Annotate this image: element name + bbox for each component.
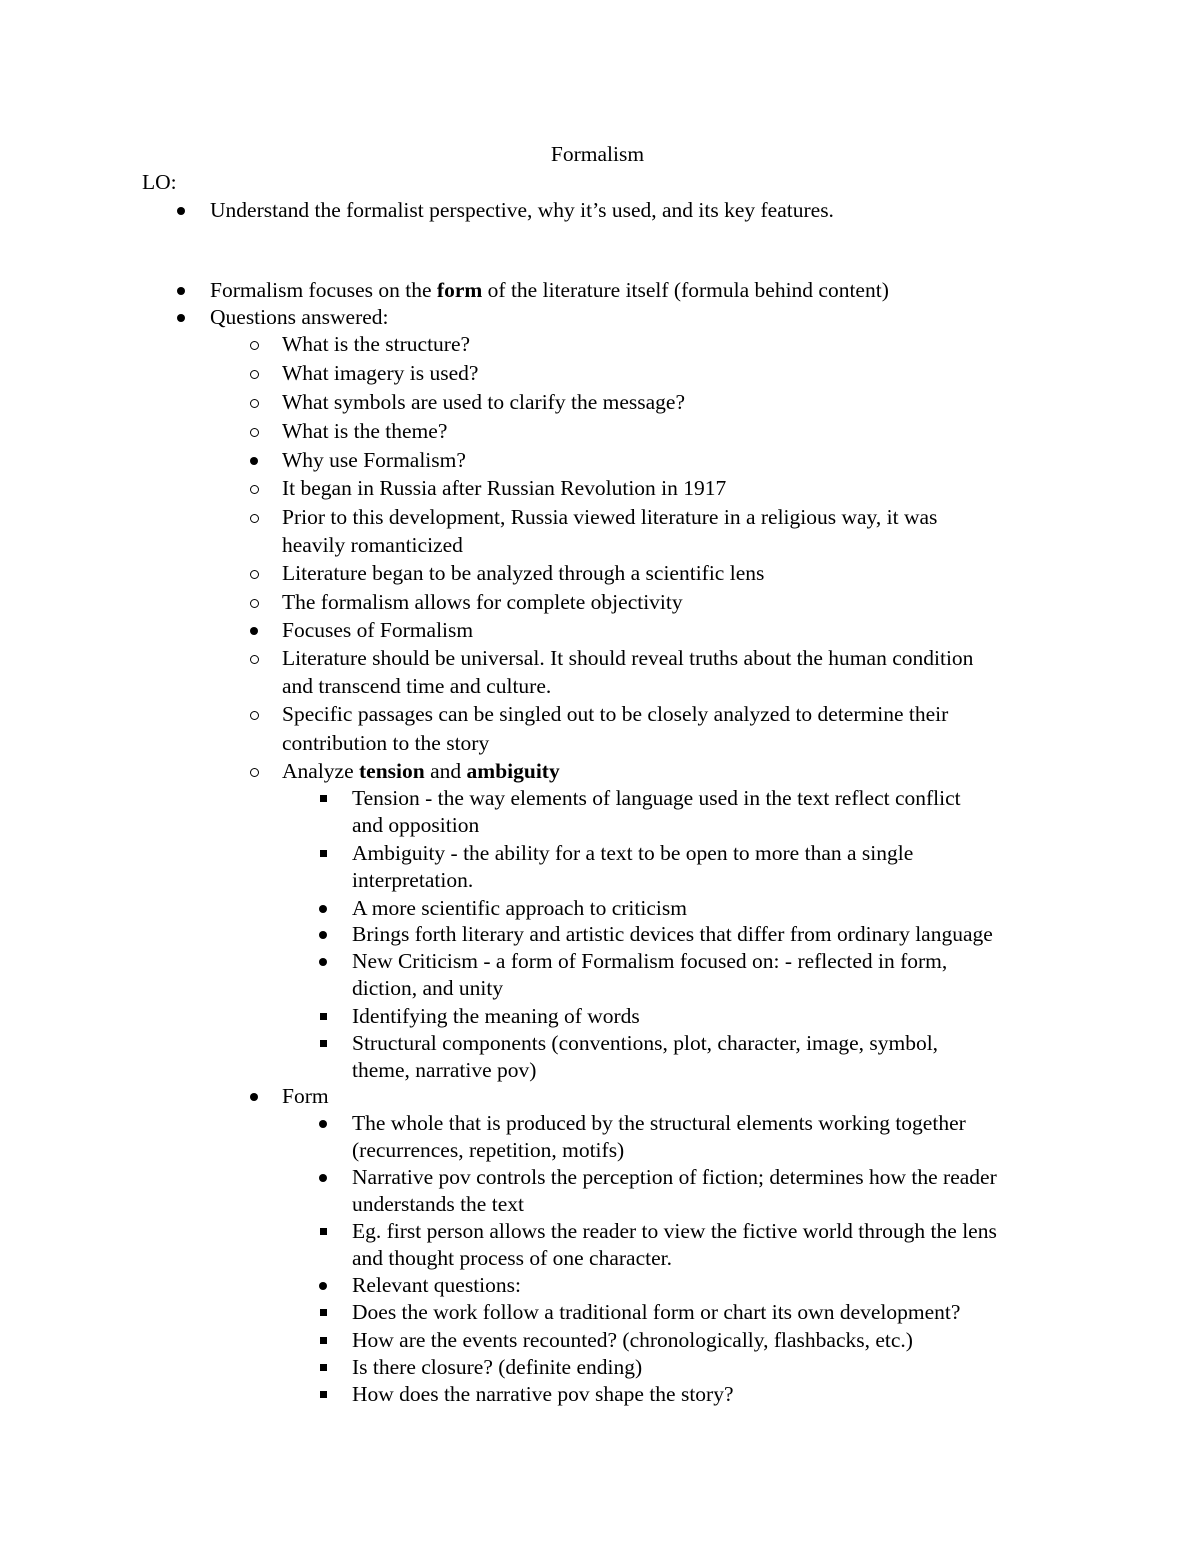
lo-label: LO:	[142, 170, 177, 194]
outline-line: How are the events recounted? (chronologically, flashbacks, etc.)	[352, 1328, 913, 1352]
outline-line: Why use Formalism?	[282, 448, 466, 472]
bold-term: form	[436, 278, 483, 302]
outline-line: Questions answered:	[210, 305, 389, 329]
text-run: Analyze	[282, 759, 360, 783]
outline-line: What imagery is used?	[282, 361, 479, 385]
filled-bullet-icon	[309, 1174, 337, 1182]
bold-term: ambiguity	[466, 759, 560, 783]
outline-line: Does the work follow a traditional form or chart its own development?	[352, 1300, 961, 1324]
outline-line: Literature began to be analyzed through a scientific lens	[282, 561, 765, 585]
square-bullet-icon	[309, 1391, 337, 1398]
outline-line	[282, 759, 560, 784]
hollow-bullet-icon	[240, 768, 268, 777]
outline-line: interpretation.	[352, 868, 474, 892]
filled-bullet-icon	[240, 627, 268, 635]
filled-bullet-icon	[167, 314, 195, 322]
hollow-bullet-icon	[240, 514, 268, 523]
outline-line: and opposition	[352, 813, 480, 837]
outline-line: Specific passages can be singled out to be closely analyzed to determine their	[282, 702, 949, 726]
outline-line: heavily romanticized	[282, 533, 463, 557]
hollow-bullet-icon	[240, 485, 268, 494]
hollow-bullet-icon	[240, 399, 268, 408]
outline-line: diction, and unity	[352, 976, 504, 1000]
hollow-bullet-icon	[240, 655, 268, 664]
hollow-bullet-icon	[240, 341, 268, 350]
outline-line: Structural components (conventions, plot, character, image, symbol,	[352, 1031, 939, 1055]
text-run: and	[424, 759, 467, 783]
filled-bullet-icon	[240, 457, 268, 465]
filled-bullet-icon	[309, 958, 337, 966]
outline-line: and transcend time and culture.	[282, 674, 552, 698]
outline-line: What symbols are used to clarify the message?	[282, 390, 685, 414]
outline-line: What is the structure?	[282, 332, 471, 356]
outline-line: Identifying the meaning of words	[352, 1004, 640, 1028]
outline-line: Focuses of Formalism	[282, 618, 474, 642]
outline-line: Literature should be universal. It should reveal truths about the human condition	[282, 646, 974, 670]
text-run: Formalism focuses on the	[210, 278, 437, 302]
filled-bullet-icon	[240, 1093, 268, 1101]
filled-bullet-icon	[167, 287, 195, 295]
outline-line: Understand the formalist perspective, why it’s used, and its key features.	[210, 198, 834, 222]
text-run: of the literature itself (formula behind content)	[482, 278, 889, 302]
outline-line: understands the text	[352, 1192, 524, 1216]
square-bullet-icon	[309, 1337, 337, 1344]
hollow-bullet-icon	[240, 570, 268, 579]
outline-line: The formalism allows for complete objectivity	[282, 590, 683, 614]
outline-line: How does the narrative pov shape the story?	[352, 1382, 734, 1406]
square-bullet-icon	[309, 1228, 337, 1235]
outline-line: Prior to this development, Russia viewed literature in a religious way, it was	[282, 505, 938, 529]
square-bullet-icon	[309, 1309, 337, 1316]
outline-line: Narrative pov controls the perception of fiction; determines how the reader	[352, 1165, 997, 1189]
outline-line: It began in Russia after Russian Revolution in 1917	[282, 476, 727, 500]
outline-line: theme, narrative pov)	[352, 1058, 537, 1082]
square-bullet-icon	[309, 850, 337, 857]
bold-term: tension	[359, 759, 425, 783]
square-bullet-icon	[309, 1364, 337, 1371]
outline-line: contribution to the story	[282, 731, 490, 755]
outline-line: Tension - the way elements of language used in the text reflect conflict	[352, 786, 961, 810]
hollow-bullet-icon	[240, 370, 268, 379]
square-bullet-icon	[309, 795, 337, 802]
hollow-bullet-icon	[240, 711, 268, 720]
outline-line: Eg. first person allows the reader to view the fictive world through the lens	[352, 1219, 997, 1243]
outline-line	[210, 278, 889, 303]
outline-line: Relevant questions:	[352, 1273, 521, 1297]
outline-line: Form	[282, 1084, 329, 1108]
square-bullet-icon	[309, 1013, 337, 1020]
filled-bullet-icon	[309, 905, 337, 913]
outline-line: A more scientific approach to criticism	[352, 896, 687, 920]
hollow-bullet-icon	[240, 428, 268, 437]
outline-line: What is the theme?	[282, 419, 448, 443]
outline-line: Brings forth literary and artistic devices that differ from ordinary language	[352, 922, 993, 946]
outline-line: New Criticism - a form of Formalism focused on: - reflected in form,	[352, 949, 948, 973]
filled-bullet-icon	[167, 207, 195, 215]
page-title: Formalism	[550, 142, 645, 166]
outline-line: Ambiguity - the ability for a text to be open to more than a single	[352, 841, 914, 865]
filled-bullet-icon	[309, 931, 337, 939]
filled-bullet-icon	[309, 1120, 337, 1128]
filled-bullet-icon	[309, 1282, 337, 1290]
outline-line: Is there closure? (definite ending)	[352, 1355, 643, 1379]
outline-line: and thought process of one character.	[352, 1246, 672, 1270]
hollow-bullet-icon	[240, 599, 268, 608]
outline-line: The whole that is produced by the structural elements working together	[352, 1111, 966, 1135]
outline-line: (recurrences, repetition, motifs)	[352, 1138, 625, 1162]
square-bullet-icon	[309, 1040, 337, 1047]
